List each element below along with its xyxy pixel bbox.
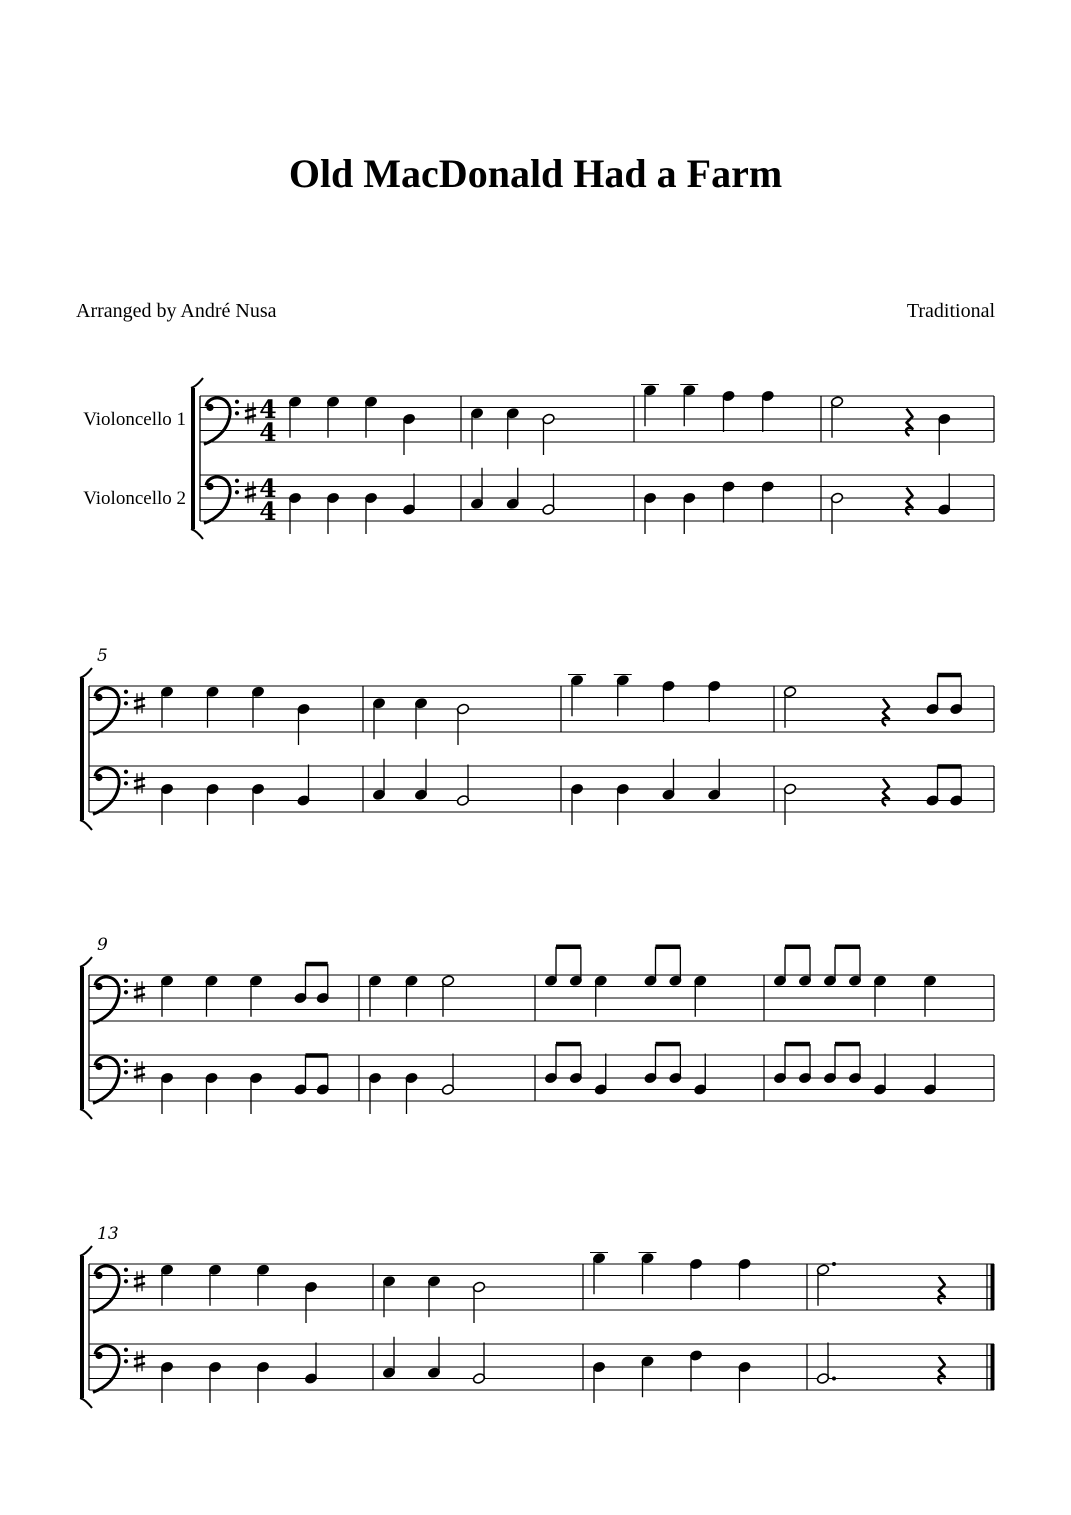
bass-clef-dot [124,979,128,983]
bass-clef-dot [235,479,239,483]
sharp-bar [245,487,256,490]
bass-clef-dot [124,1279,128,1283]
bass-clef-dot [124,1268,128,1272]
time-signature-denominator: 4 [259,497,277,526]
bass-clef-dot [206,404,213,411]
sharp-bar [134,1067,145,1070]
bass-clef-dot [95,1063,102,1070]
system-bracket-hook [80,1246,92,1256]
bass-clef-dot [124,1059,128,1063]
bass-clef-dot [235,400,239,404]
dot [832,1377,836,1381]
quarter-rest [883,779,889,806]
dot [832,1262,836,1266]
bass-clef-dot [124,1070,128,1074]
bass-clef-dot [124,701,128,705]
part-name: Violoncello 1 [83,409,186,430]
sharp-bar [134,698,145,701]
bass-clef-dot [235,490,239,494]
system-bracket-hook [80,1398,92,1408]
bass-clef-dot [124,1348,128,1352]
quarter-rest [906,409,912,436]
system-bracket-hook [80,1109,92,1119]
sharp-bar [245,408,256,411]
system-bracket-hook [191,529,203,539]
bass-clef-dot [124,1359,128,1363]
bass-clef-dot [95,983,102,990]
bass-clef-dot [95,1272,102,1279]
page-title: Old MacDonald Had a Farm [288,151,783,196]
measure-number: 13 [97,1224,119,1244]
sharp-bar [134,705,145,708]
quarter-rest [938,1357,944,1384]
measure-number: 9 [97,935,108,955]
part-name: Violoncello 2 [83,488,186,509]
system-bracket-hook [80,957,92,967]
bass-clef-dot [124,781,128,785]
time-signature-numerator: 4 [259,395,277,424]
bass-clef-dot [95,774,102,781]
sharp-bar [134,1276,145,1279]
quarter-rest [883,699,889,726]
composer-credit: Traditional [906,300,995,322]
bass-clef-dot [124,990,128,994]
sharp-bar [134,778,145,781]
sharp-bar [134,1283,145,1286]
bass-clef-dot [124,690,128,694]
time-signature-denominator: 4 [259,418,277,447]
system-bracket-hook [80,820,92,830]
system-bracket-hook [191,378,203,388]
time-signature-numerator: 4 [259,474,277,503]
bass-clef-dot [124,770,128,774]
sharp-bar [134,994,145,997]
measure-number: 5 [97,646,108,666]
quarter-rest [938,1277,944,1304]
quarter-rest [906,488,912,515]
sharp-bar [134,1074,145,1077]
sharp-bar [245,494,256,497]
arranger-credit: Arranged by André Nusa [76,300,277,322]
sharp-bar [134,1363,145,1366]
sharp-bar [134,1356,145,1359]
bass-clef-dot [206,483,213,490]
bass-clef-dot [235,411,239,415]
sharp-bar [245,415,256,418]
system-bracket-hook [80,668,92,678]
bass-clef-dot [95,694,102,701]
sharp-bar [134,785,145,788]
sharp-bar [134,987,145,990]
bass-clef-dot [95,1352,102,1359]
